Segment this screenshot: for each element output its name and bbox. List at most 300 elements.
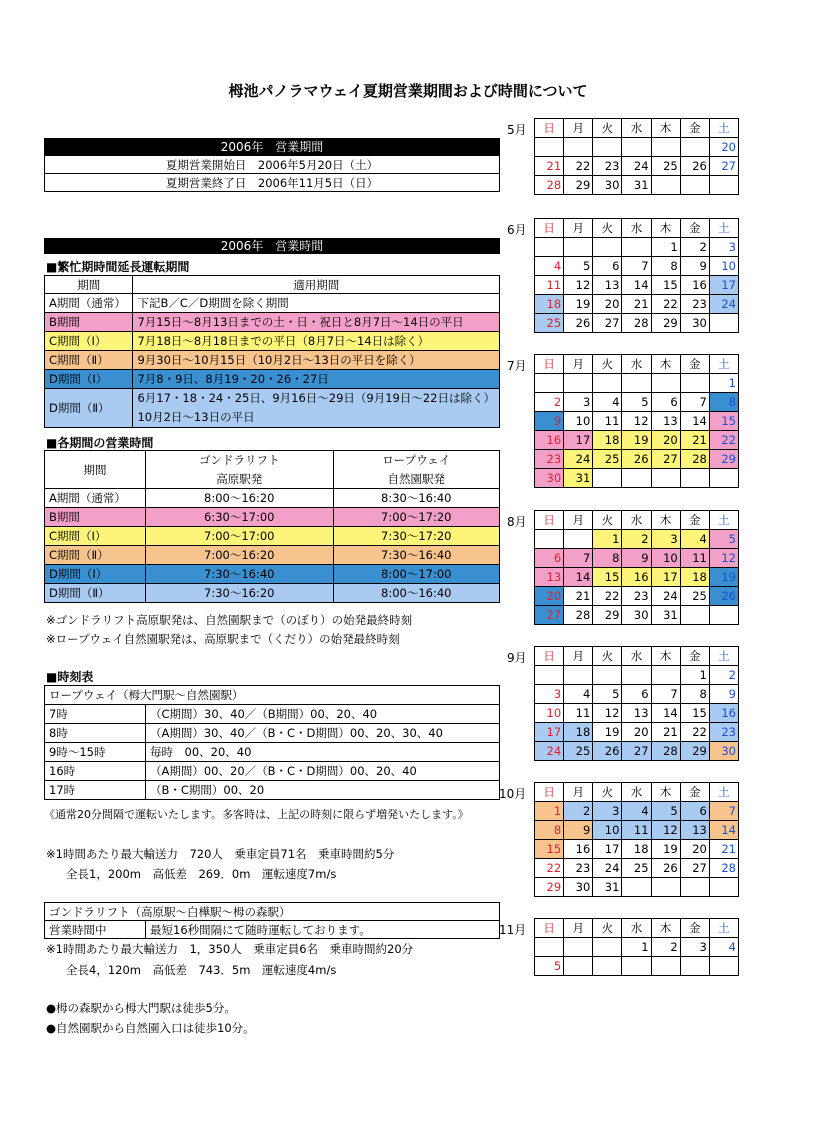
calendar-day: 18 xyxy=(564,723,593,742)
weekday-header: 火 xyxy=(593,647,622,666)
calendar-day: 21 xyxy=(680,431,709,450)
calendar-day: 7 xyxy=(622,257,651,276)
calendar-day xyxy=(651,469,680,488)
calendar-day: 7 xyxy=(709,802,738,821)
calendar-day xyxy=(709,314,738,333)
calendar-month-label: 8月 xyxy=(507,515,527,529)
weekday-header: 火 xyxy=(593,511,622,530)
calendar-day xyxy=(535,666,564,685)
gondola-header: ゴンドラリフト xyxy=(146,451,334,470)
calendar-day: 9 xyxy=(622,549,651,568)
calendar-day xyxy=(593,957,622,976)
calendar-day xyxy=(651,138,680,157)
calendar-day: 23 xyxy=(593,157,622,176)
weekday-header: 火 xyxy=(593,355,622,374)
calendar-day: 2 xyxy=(564,802,593,821)
calendar-day: 5 xyxy=(651,802,680,821)
weekday-header: 金 xyxy=(680,119,709,138)
weekday-header: 木 xyxy=(651,119,680,138)
times-note-2: ※ロープウェイ自然園駅発は、高原駅まで（くだり）の始発最終時刻 xyxy=(46,632,400,646)
weekday-header: 水 xyxy=(622,219,651,238)
weekday-header: 水 xyxy=(622,511,651,530)
calendar-day: 11 xyxy=(680,549,709,568)
weekday-header: 月 xyxy=(564,119,593,138)
calendar-day xyxy=(622,666,651,685)
calendar-day xyxy=(622,469,651,488)
calendar-day: 31 xyxy=(651,606,680,625)
calendar-day: 13 xyxy=(593,276,622,295)
weekday-header: 木 xyxy=(651,219,680,238)
weekday-header: 金 xyxy=(680,647,709,666)
calendar-day: 27 xyxy=(680,859,709,878)
calendar-day xyxy=(593,374,622,393)
calendar-day: 15 xyxy=(680,704,709,723)
calendar-day: 15 xyxy=(535,840,564,859)
tt-hour: 8時 xyxy=(45,724,146,743)
calendar-day: 5 xyxy=(564,257,593,276)
weekday-header: 月 xyxy=(564,919,593,938)
calendar-4 xyxy=(534,510,739,625)
times-c1: C期間（Ⅰ） xyxy=(45,527,146,546)
calendar-day: 20 xyxy=(651,431,680,450)
calendar-day: 18 xyxy=(535,295,564,314)
calendar-day: 19 xyxy=(709,568,738,587)
calendar-day: 28 xyxy=(622,314,651,333)
weekday-header: 月 xyxy=(564,219,593,238)
calendar-day: 31 xyxy=(622,176,651,195)
times-b-rope: 7:00～17:20 xyxy=(333,508,500,527)
calendar-day: 24 xyxy=(535,742,564,761)
weekday-header: 月 xyxy=(564,511,593,530)
weekday-header: 火 xyxy=(593,219,622,238)
weekday-header: 火 xyxy=(593,919,622,938)
calendar-day xyxy=(680,606,709,625)
times-note-1: ※ゴンドラリフト高原駅発は、自然園駅まで（のぼり）の始発最終時刻 xyxy=(46,613,413,627)
calendar-day: 16 xyxy=(709,704,738,723)
calendar-day: 11 xyxy=(535,276,564,295)
calendar-day: 2 xyxy=(622,530,651,549)
calendar-day: 27 xyxy=(622,742,651,761)
calendar-day: 8 xyxy=(593,549,622,568)
calendar-day: 2 xyxy=(709,666,738,685)
calendar-day: 23 xyxy=(709,723,738,742)
times-a-gondola: 8:00～16:20 xyxy=(146,489,334,508)
calendar-day: 13 xyxy=(622,704,651,723)
calendar-day: 2 xyxy=(680,238,709,257)
calendar-month-label: 7月 xyxy=(507,359,527,373)
calendar-day: 31 xyxy=(564,469,593,488)
calendar-day: 21 xyxy=(622,295,651,314)
tt-hour: 9時～15時 xyxy=(45,743,146,762)
weekday-header: 火 xyxy=(593,783,622,802)
period-end: 夏期営業終了日 2006年11月5日（日） xyxy=(45,174,500,192)
calendar-day: 29 xyxy=(535,878,564,897)
calendar-day: 14 xyxy=(680,412,709,431)
calendar-day: 19 xyxy=(564,295,593,314)
weekday-header: 金 xyxy=(680,919,709,938)
calendar-month-label: 9月 xyxy=(507,651,527,665)
weekday-header: 日 xyxy=(535,783,564,802)
period-d2: D期間（Ⅱ） xyxy=(45,389,133,428)
calendar-day: 6 xyxy=(622,685,651,704)
calendar-day: 14 xyxy=(564,568,593,587)
calendar-day xyxy=(680,374,709,393)
calendar-day xyxy=(593,138,622,157)
calendar-day xyxy=(680,138,709,157)
weekday-header: 土 xyxy=(709,355,738,374)
calendar-day: 10 xyxy=(593,821,622,840)
calendar-day: 22 xyxy=(680,723,709,742)
period-a: A期間（通常） xyxy=(45,294,133,313)
calendar-day: 3 xyxy=(535,685,564,704)
calendar-day: 29 xyxy=(680,742,709,761)
calendar-day: 4 xyxy=(535,257,564,276)
weekday-header: 金 xyxy=(680,783,709,802)
times-c2-gondola: 7:00～16:20 xyxy=(146,546,334,565)
calendar-day: 1 xyxy=(622,938,651,957)
timetable-note: 《通常20分間隔で運転いたします。多客時は、上記の時刻に限らず増発いたします。》 xyxy=(44,808,469,821)
calendar-day: 26 xyxy=(564,314,593,333)
calendar-day xyxy=(564,957,593,976)
calendar-day: 6 xyxy=(651,393,680,412)
calendar-day: 5 xyxy=(709,530,738,549)
calendar-day xyxy=(564,138,593,157)
calendar-day: 24 xyxy=(622,157,651,176)
calendar-day xyxy=(680,957,709,976)
period-a-desc: 下記B／C／D期間を除く期間 xyxy=(133,294,500,313)
period-d1-desc: 7月8・9日、8月19・20・26・27日 xyxy=(133,370,500,389)
calendar-day xyxy=(593,238,622,257)
period-b-desc: 7月15日～8月13日までの土・日・祝日と8月7日～14日の平日 xyxy=(133,313,500,332)
weekday-header: 水 xyxy=(622,355,651,374)
calendar-day: 7 xyxy=(564,549,593,568)
calendar-day: 29 xyxy=(564,176,593,195)
calendar-day: 3 xyxy=(709,238,738,257)
calendar-day: 21 xyxy=(709,840,738,859)
calendar-day: 22 xyxy=(651,295,680,314)
period-d2-desc: 6月17・18・24・25日、9月16日～29日（9月19日～22日は除く） 10月2日～13日の平日 xyxy=(133,389,500,428)
calendar-day: 6 xyxy=(593,257,622,276)
calendar-day: 8 xyxy=(535,821,564,840)
weekday-header: 日 xyxy=(535,119,564,138)
busy-period-table xyxy=(44,275,500,428)
calendar-day: 20 xyxy=(535,587,564,606)
calendar-day xyxy=(622,138,651,157)
calendar-day xyxy=(593,938,622,957)
calendar-day: 23 xyxy=(564,859,593,878)
weekday-header: 土 xyxy=(709,647,738,666)
calendar-day: 8 xyxy=(651,257,680,276)
calendar-day: 28 xyxy=(564,606,593,625)
calendar-day: 26 xyxy=(709,587,738,606)
weekday-header: 水 xyxy=(622,119,651,138)
calendar-day: 5 xyxy=(593,685,622,704)
calendar-day: 1 xyxy=(680,666,709,685)
rope-capacity: ※1時間あたり最大輸送力 720人 乗車定員71名 乗車時間約5分 xyxy=(46,847,395,861)
calendar-day: 22 xyxy=(709,431,738,450)
calendar-day: 26 xyxy=(651,859,680,878)
calendar-day: 17 xyxy=(593,840,622,859)
calendar-day: 20 xyxy=(680,840,709,859)
calendar-day: 19 xyxy=(622,431,651,450)
rope-sub: 自然園駅発 xyxy=(333,470,500,489)
calendar-day: 5 xyxy=(622,393,651,412)
calendar-day: 21 xyxy=(535,157,564,176)
calendar-day: 12 xyxy=(622,412,651,431)
calendar-day xyxy=(593,469,622,488)
weekday-header: 火 xyxy=(593,119,622,138)
weekday-header: 金 xyxy=(680,219,709,238)
rope-timetable xyxy=(44,685,500,800)
timetable-title: ■時刻表 xyxy=(46,670,94,684)
period-b: B期間 xyxy=(45,313,133,332)
period-d1: D期間（Ⅰ） xyxy=(45,370,133,389)
walk-note-1: ●栂の森駅から栂大門駅は徒歩5分。 xyxy=(46,1001,236,1015)
calendar-day: 4 xyxy=(593,393,622,412)
calendar-day: 25 xyxy=(564,742,593,761)
calendar-day: 5 xyxy=(535,957,564,976)
calendar-day: 3 xyxy=(564,393,593,412)
calendar-day: 23 xyxy=(622,587,651,606)
calendar-day: 13 xyxy=(680,821,709,840)
calendar-day: 4 xyxy=(564,685,593,704)
rope-header: ロープウェイ xyxy=(333,451,500,470)
calendar-day: 1 xyxy=(535,802,564,821)
calendar-day: 6 xyxy=(535,549,564,568)
period-c2: C期間（Ⅱ） xyxy=(45,351,133,370)
calendar-day: 24 xyxy=(651,587,680,606)
walk-note-2: ●自然園駅から自然園入口は徒歩10分。 xyxy=(46,1021,255,1035)
weekday-header: 木 xyxy=(651,355,680,374)
calendar-2 xyxy=(534,218,739,333)
calendar-day: 8 xyxy=(709,393,738,412)
weekday-header: 日 xyxy=(535,647,564,666)
tt-hour: 17時 xyxy=(45,781,146,800)
calendar-day xyxy=(622,374,651,393)
times-b-gondola: 6:30～17:00 xyxy=(146,508,334,527)
period-start: 夏期営業開始日 2006年5月20日（土） xyxy=(45,156,500,174)
calendar-day: 16 xyxy=(680,276,709,295)
calendar-day: 31 xyxy=(593,878,622,897)
tt-times: 毎時 00、20、40 xyxy=(146,743,500,762)
weekday-header: 金 xyxy=(680,511,709,530)
calendar-day xyxy=(564,530,593,549)
period-c1-desc: 7月18日～8月18日までの平日（8月7日～14日は除く） xyxy=(133,332,500,351)
weekday-header: 木 xyxy=(651,647,680,666)
weekday-header: 月 xyxy=(564,783,593,802)
rope-timetable-header: ロープウェイ（栂大門駅～自然園駅） xyxy=(45,686,500,705)
weekday-header: 日 xyxy=(535,219,564,238)
calendar-day: 10 xyxy=(535,704,564,723)
calendar-day: 13 xyxy=(535,568,564,587)
calendar-day: 28 xyxy=(651,742,680,761)
calendar-day: 14 xyxy=(709,821,738,840)
calendar-day: 28 xyxy=(535,176,564,195)
calendar-day: 18 xyxy=(593,431,622,450)
calendar-day: 30 xyxy=(622,606,651,625)
calendar-day: 8 xyxy=(680,685,709,704)
weekday-header: 土 xyxy=(709,119,738,138)
calendar-month-label: 6月 xyxy=(507,223,527,237)
calendar-day xyxy=(622,238,651,257)
calendar-day: 26 xyxy=(680,157,709,176)
tt-hour: 7時 xyxy=(45,705,146,724)
times-d2-rope: 8:00～16:40 xyxy=(333,584,500,603)
calendar-day: 27 xyxy=(709,157,738,176)
calendar-day: 27 xyxy=(651,450,680,469)
calendar-day: 6 xyxy=(680,802,709,821)
calendar-day xyxy=(709,878,738,897)
calendar-day: 17 xyxy=(709,276,738,295)
calendar-day: 16 xyxy=(564,840,593,859)
calendar-day: 12 xyxy=(564,276,593,295)
weekday-header: 木 xyxy=(651,511,680,530)
page-title: 栂池パノラマウェイ夏期営業期間および時間について xyxy=(228,82,588,100)
calendar-day: 18 xyxy=(622,840,651,859)
calendar-day: 28 xyxy=(680,450,709,469)
calendar-day xyxy=(564,938,593,957)
calendar-day xyxy=(651,878,680,897)
busy-period-title: ■繁忙期時間延長運転期間 xyxy=(46,260,190,274)
calendar-day: 29 xyxy=(709,450,738,469)
calendar-day: 7 xyxy=(651,685,680,704)
calendar-day: 27 xyxy=(593,314,622,333)
calendar-day: 22 xyxy=(593,587,622,606)
calendar-3 xyxy=(534,354,739,488)
calendar-day: 20 xyxy=(593,295,622,314)
times-table xyxy=(44,450,500,603)
calendar-1 xyxy=(534,118,739,195)
gondola-hours-desc: 最短16秒間隔にて随時運転しております。 xyxy=(146,921,500,939)
tt-times: （C期間）30、40／（B期間）00、20、40 xyxy=(146,705,500,724)
calendar-day xyxy=(651,374,680,393)
calendar-day: 30 xyxy=(709,742,738,761)
calendar-day: 20 xyxy=(709,138,738,157)
calendar-day: 13 xyxy=(651,412,680,431)
calendar-day: 20 xyxy=(622,723,651,742)
calendar-day: 29 xyxy=(651,314,680,333)
calendar-day: 14 xyxy=(622,276,651,295)
calendar-day xyxy=(622,878,651,897)
gondola-spec: 全長4，120m 高低差 743．5m 運転速度4m/s xyxy=(66,963,337,977)
weekday-header: 金 xyxy=(680,355,709,374)
weekday-header: 土 xyxy=(709,919,738,938)
calendar-day: 24 xyxy=(564,450,593,469)
calendar-day xyxy=(709,469,738,488)
rope-spec: 全長1，200m 高低差 269．0m 運転速度7m/s xyxy=(66,867,337,881)
calendar-day xyxy=(593,666,622,685)
period-c1: C期間（Ⅰ） xyxy=(45,332,133,351)
calendar-day xyxy=(680,878,709,897)
calendar-day xyxy=(709,176,738,195)
calendar-day xyxy=(535,238,564,257)
calendar-day: 1 xyxy=(593,530,622,549)
calendar-day: 9 xyxy=(535,412,564,431)
calendar-day: 4 xyxy=(622,802,651,821)
calendar-day: 19 xyxy=(651,840,680,859)
calendar-7 xyxy=(534,918,739,976)
calendar-day: 9 xyxy=(564,821,593,840)
gondola-timetable xyxy=(44,902,500,939)
gondola-timetable-header: ゴンドラリフト（高原駅～白樺駅～栂の森駅） xyxy=(45,903,500,921)
weekday-header: 木 xyxy=(651,919,680,938)
weekday-header: 水 xyxy=(622,919,651,938)
weekday-header: 土 xyxy=(709,511,738,530)
calendar-5 xyxy=(534,646,739,761)
calendar-day xyxy=(564,666,593,685)
calendar-day: 15 xyxy=(593,568,622,587)
calendar-day: 16 xyxy=(622,568,651,587)
calendar-day: 14 xyxy=(651,704,680,723)
calendar-day: 24 xyxy=(593,859,622,878)
weekday-header: 水 xyxy=(622,783,651,802)
calendar-day: 22 xyxy=(564,157,593,176)
times-b: B期間 xyxy=(45,508,146,527)
times-c1-rope: 7:30～17:20 xyxy=(333,527,500,546)
calendar-day: 12 xyxy=(593,704,622,723)
gondola-hours-label: 営業時間中 xyxy=(45,921,146,939)
calendar-month-label: 10月 xyxy=(499,787,527,801)
calendar-day: 17 xyxy=(651,568,680,587)
calendar-day xyxy=(535,530,564,549)
col-apply: 適用期間 xyxy=(133,276,500,294)
period-c2-desc: 9月30日～10月15日（10月2日～13日の平日を除く） xyxy=(133,351,500,370)
calendar-day: 27 xyxy=(535,606,564,625)
calendar-day: 4 xyxy=(680,530,709,549)
calendar-day: 2 xyxy=(651,938,680,957)
times-d1-rope: 8:00～17:00 xyxy=(333,565,500,584)
tt-hour: 16時 xyxy=(45,762,146,781)
calendar-day: 30 xyxy=(593,176,622,195)
tt-times: （A期間）30、40／（B・C・D期間）00、20、30、40 xyxy=(146,724,500,743)
calendar-day xyxy=(535,374,564,393)
calendar-day: 25 xyxy=(593,450,622,469)
weekday-header: 月 xyxy=(564,647,593,666)
calendar-day: 2 xyxy=(535,393,564,412)
calendar-day: 15 xyxy=(651,276,680,295)
calendar-day xyxy=(622,957,651,976)
calendar-day xyxy=(680,469,709,488)
calendar-day: 25 xyxy=(535,314,564,333)
calendar-day: 23 xyxy=(680,295,709,314)
calendar-day: 19 xyxy=(593,723,622,742)
times-col-period: 期間 xyxy=(45,451,146,489)
calendar-day: 11 xyxy=(593,412,622,431)
calendar-day: 4 xyxy=(709,938,738,957)
weekday-header: 木 xyxy=(651,783,680,802)
calendar-day: 10 xyxy=(651,549,680,568)
times-d2: D期間（Ⅱ） xyxy=(45,584,146,603)
calendar-month-label: 11月 xyxy=(499,923,527,937)
times-c2-rope: 7:30～16:40 xyxy=(333,546,500,565)
times-d2-gondola: 7:30～16:20 xyxy=(146,584,334,603)
hours-header: 2006年 営業時間 xyxy=(44,238,500,254)
calendar-day: 16 xyxy=(535,431,564,450)
calendar-day: 22 xyxy=(535,859,564,878)
calendar-day xyxy=(535,138,564,157)
calendar-day: 23 xyxy=(535,450,564,469)
calendar-day: 21 xyxy=(651,723,680,742)
calendar-day: 3 xyxy=(593,802,622,821)
calendar-day: 11 xyxy=(622,821,651,840)
calendar-day xyxy=(709,606,738,625)
calendar-day xyxy=(680,176,709,195)
calendar-day: 7 xyxy=(680,393,709,412)
calendar-day: 10 xyxy=(564,412,593,431)
calendar-day xyxy=(651,957,680,976)
calendar-day: 9 xyxy=(709,685,738,704)
weekday-header: 月 xyxy=(564,355,593,374)
